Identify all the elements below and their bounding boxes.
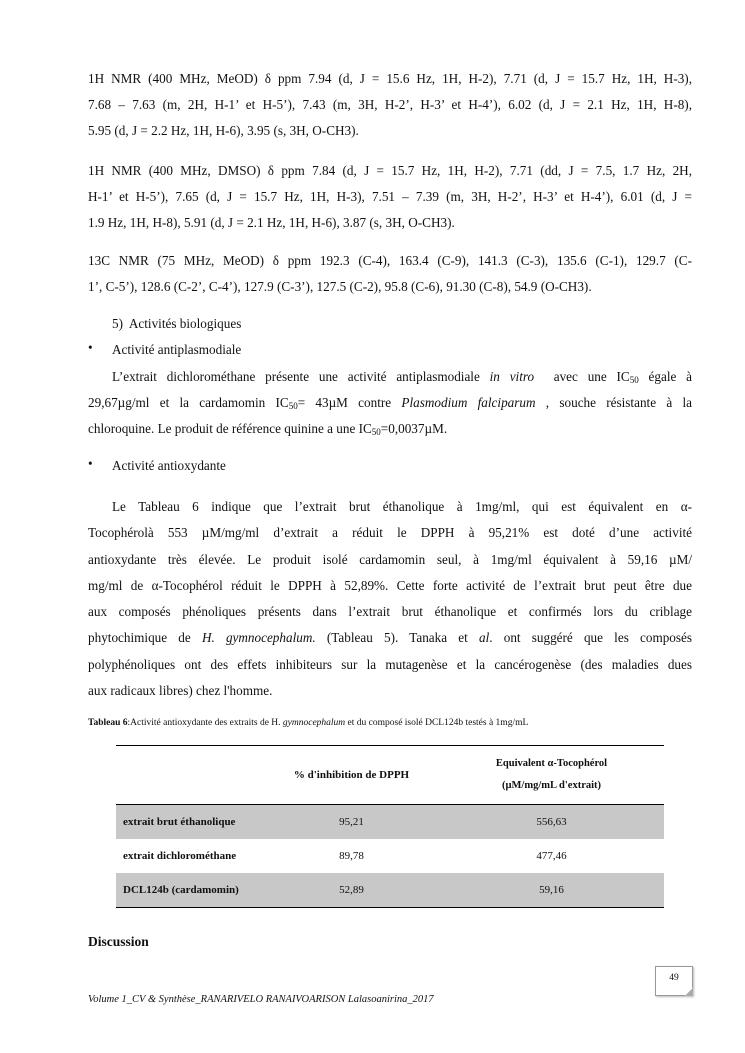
antiplasmodial-paragraph xyxy=(88,364,692,442)
nmr-paragraph-1h-dmso xyxy=(88,158,692,236)
text-line: Tocophérolà 553 µM/mg/ml d’extrait a réduit le DPPH à 95,21% est doté d’une activité xyxy=(88,525,692,541)
text-line: polyphénoliques ont des effets inhibiteurs sur la mutagenèse et la cancérogenèse (des maladies dues xyxy=(88,656,692,672)
table-caption: Tableau 6:Activité antioxydante des extraits de H. gymnocephalum et du composé isolé DCL124b testés à 1mg/mL xyxy=(88,718,529,728)
table-cell-equiv: 59,16 xyxy=(439,873,664,908)
antioxidant-paragraph xyxy=(88,494,692,704)
text-line: phytochimique de H. gymnocephalum. (Tableau 5). Tanaka et al. ont suggéré que les composés xyxy=(88,630,693,646)
table-row xyxy=(116,839,664,873)
text-line: 1H NMR (400 MHz, MeOD) δ ppm 7.94 (d, J = 15.6 Hz, 1H, H-2), 7.71 (d, J = 15.7 Hz, 1H, H-3), xyxy=(88,71,692,86)
bullet-marker: • xyxy=(88,456,93,471)
table-header-empty xyxy=(116,746,264,805)
text-line: 7.68 – 7.63 (m, 2H, H-1’ et H-5’), 7.43 (m, 3H, H-2’, H-3’ et H-4’), 6.02 (d, J = 2.1 Hz, 1H, H-8), xyxy=(88,97,692,112)
text-line: 1H NMR (400 MHz, DMSO) δ ppm 7.84 (d, J = 15.7 Hz, 1H, H-2), 7.71 (dd, J = 7.5, 1.7 Hz, 2H, xyxy=(88,163,692,178)
nmr-paragraph-1h-meod xyxy=(88,66,692,144)
nmr-paragraph-13c-meod xyxy=(88,248,692,300)
text-line: 5.95 (d, J = 2.2 Hz, 1H, H-6), 3.95 (s, 3H, O-CH3). xyxy=(88,123,359,138)
table-header-row xyxy=(116,746,664,805)
table-cell-name: extrait dichlorométhane xyxy=(123,850,237,862)
section-title: Activités biologiques xyxy=(128,316,242,331)
bullet-marker: • xyxy=(88,340,93,355)
table-header-equivalent: Equivalent α-Tocophérol (µM/mg/mL d'extrait) xyxy=(495,758,608,791)
antioxidant-table xyxy=(116,745,664,908)
table-cell-name: DCL124b (cardamomin) xyxy=(116,873,264,908)
table-cell-name: extrait brut éthanolique xyxy=(116,805,264,840)
text-line: aux composés phénoliques présents dans l’extrait brut éthanolique et confirmés lors du criblage xyxy=(88,604,692,620)
text-line: 1’, C-5’), 128.6 (C-2’, C-4’), 127.9 (C-3’), 127.5 (C-2), 95.8 (C-6), 91.30 (C-8), 54.9 (O-CH3). xyxy=(88,279,592,294)
text-line: 1.9 Hz, 1H, H-8), 5.91 (d, J = 2.1 Hz, 1H, H-6), 3.87 (s, 3H, O-CH3). xyxy=(88,215,455,230)
text-line: 13C NMR (75 MHz, MeOD) δ ppm 192.3 (C-4), 163.4 (C-9), 141.3 (C-3), 135.6 (C-1), 129.7 (C- xyxy=(88,253,692,268)
table-cell-dpph: 89,78 xyxy=(339,850,364,862)
section-number: 5) xyxy=(112,316,123,331)
table-row xyxy=(116,873,664,908)
table-cell-dpph: 95,21 xyxy=(264,805,439,840)
text-line: H-1’ et H-5’), 7.65 (d, J = 15.7 Hz, 1H, H-3), 7.51 – 7.39 (m, 3H, H-2’, H-3’ et H-4’), 6.01 (d, J = xyxy=(88,189,692,204)
table-row xyxy=(116,805,664,840)
page-number: 49 xyxy=(655,966,693,996)
table-header-dpph: % d'inhibition de DPPH xyxy=(293,769,410,781)
discussion-heading: Discussion xyxy=(88,934,149,949)
text-line: chloroquine. Le produit de référence quinine a une $IC_{50}=0,0037\mu M$. xyxy=(88,421,448,437)
section-heading xyxy=(112,314,241,334)
antioxidant-heading: Activité antioxydante xyxy=(112,458,226,473)
text-line: Le Tableau 6 indique que l’extrait brut éthanolique à 1mg/ml, qui est équivalent en α- xyxy=(112,499,692,514)
text-line: mg/ml de α-Tocophérol réduit le DPPH à 52,89%. Cette forte activité de l’extrait brut peut être due xyxy=(88,577,692,593)
text-line: 29,67µg/ml et la cardamomin $IC_{50}= 43\mu M$ contre Plasmodium falciparum , souche résistante à la xyxy=(88,395,692,411)
table-cell-equiv: 477,46 xyxy=(536,850,567,862)
antiplasmodial-heading: Activité antiplasmodiale xyxy=(112,342,242,357)
text-line: aux radicaux libres) chez l'homme. xyxy=(88,683,273,699)
text-line: antioxydante très élevée. Le produit isolé cardamomin seul, à 1mg/ml équivalent à 59,16 µM/ xyxy=(88,551,692,567)
page-footer: Volume 1_CV & Synthèse_RANARIVELO RANAIVOARISON Lalasoanirina_2017 xyxy=(88,994,434,1005)
text-line: L’extrait dichlorométhane présente une activité antiplasmodiale in vitro avec une $IC_{50}$ égale à xyxy=(112,369,693,385)
page-fold-icon xyxy=(685,988,693,996)
table-cell-dpph: 52,89 xyxy=(264,873,439,908)
table-cell-equiv: 556,63 xyxy=(439,805,664,840)
